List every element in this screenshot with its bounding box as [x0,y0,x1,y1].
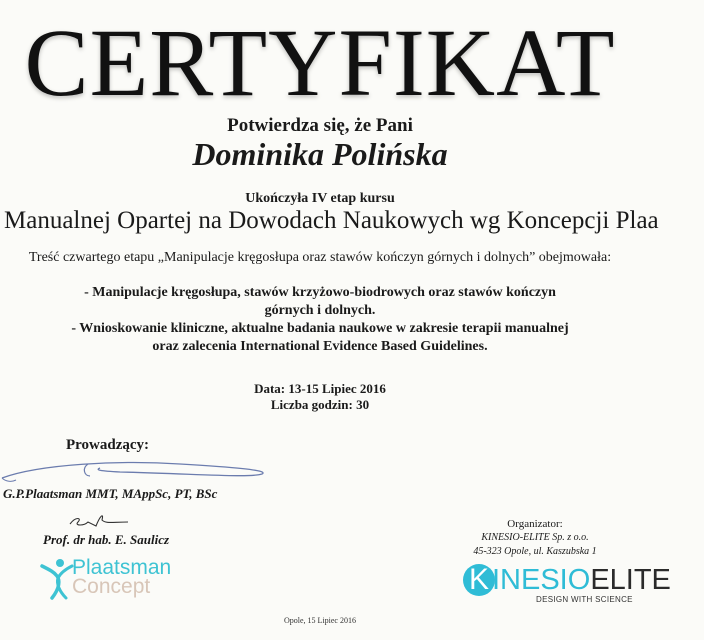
completed-text: Ukończyła IV etap kursu [245,191,395,206]
person-icon [40,558,74,600]
course-item: - Manipulacje kręgosłupa, stawów krzyżowo-biodrowych oraz stawów kończyn [84,285,556,300]
kinesio-tagline: DESIGN WITH SCIENCE [536,595,633,604]
scope-text: Treść czwartego etapu „Manipulacje kręgosłupa oraz stawów kończyn górnych i dolnych” obejmowała: [28,250,612,265]
leader-name-1: G.P.Plaatsman MMT, MAppSc, PT, BSc [3,486,218,501]
organizer-company: KINESIO-ELITE Sp. z o.o. [481,532,589,543]
course-item: - Wnioskowanie kliniczne, aktualne badania naukowe w zakresie terapii manualnej [71,321,569,336]
plaatsman-concept-logo [40,558,180,600]
organizer-block [430,517,640,559]
plaatsman-concept-text: Plaatsman Concept [72,556,172,598]
leader-name-2: Prof. dr hab. E. Saulicz [43,532,170,547]
confirm-text: Potwierdza się, że Pani [227,115,413,136]
kinesio-elite-logo: K INESIOELITE DESIGN WITH SCIENCE [463,562,643,608]
organizer-address: 45-323 Opole, ul. Kaszubska 1 [473,546,597,557]
course-name: Manualnej Opartej na Dowodach Naukowych wg Koncepcji Plaa [4,207,659,234]
signature-plaatsman [0,452,280,488]
signature-saulicz [66,510,136,532]
hours-text: Liczba godzin: 30 [270,397,370,412]
leaders-label: Prowadzący: [66,437,150,453]
date-text: Data: 13-15 Lipiec 2016 [254,381,386,396]
footer-place-date: Opole, 15 Lipiec 2016 [284,616,356,625]
date-block [0,381,640,413]
organizer-label: Organizator: [507,518,563,530]
certificate-title: CERTYFIKAT [24,9,616,116]
course-items [0,284,640,356]
course-item: oraz zalecenia International Evidence Based Guidelines. [152,339,488,354]
recipient-name: Dominika Polińska [192,136,448,172]
course-item: górnych i dolnych. [264,303,376,318]
